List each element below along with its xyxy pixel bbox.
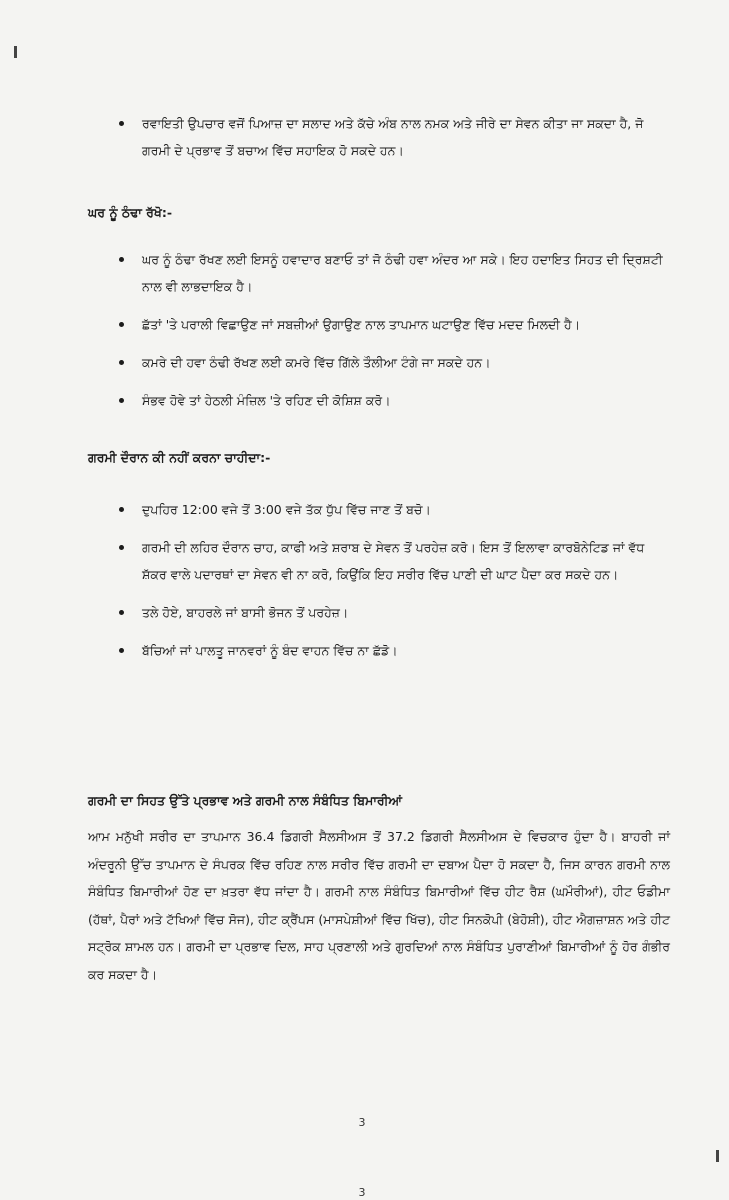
list-item (0, 496, 729, 523)
list-item (0, 311, 729, 338)
page-number: 3 (358, 1116, 366, 1129)
bullet-icon (119, 507, 124, 512)
list-item-text: ਰਵਾਇਤੀ ਉਪਚਾਰ ਵਜੋਂ ਪਿਆਜ਼ ਦਾ ਸਲਾਦ ਅਤੇ ਕੱਚੇ ਅੰਬ ਨਾਲ ਨਮਕ ਅਤੇ ਜੀਰੇ ਦਾ ਸੇਵਨ ਕੀਤਾ ਜਾ ਸਕਦਾ ਹੈ, ਜੋ ਗਰਮੀ ਦੇ ਪ੍ਰਭਾਵ ਤੋਂ ਬਚਾਅ ਵਿੱਚ ਸਹਾਇਕ ਹੋ ਸਕਦੇ ਹਨ। (142, 116, 644, 158)
bullet-icon (119, 545, 124, 550)
scan-edge-mark-top (14, 46, 17, 58)
bullet-icon (119, 360, 124, 365)
bullet-list-top (0, 110, 729, 164)
list-item (0, 349, 729, 376)
bullet-icon (119, 121, 124, 126)
bullet-list-cool-home (0, 246, 729, 414)
bullet-icon (119, 398, 124, 403)
list-item-text: ਦੁਪਹਿਰ 12:00 ਵਜੇ ਤੋਂ 3:00 ਵਜੇ ਤੱਕ ਧੁੱਪ ਵਿੱਚ ਜਾਣ ਤੋਂ ਬਚੋ। (142, 502, 431, 517)
scan-edge-mark-bottom (716, 1150, 719, 1162)
list-item (0, 387, 729, 414)
health-paragraph: ਆਮ ਮਨੁੱਖੀ ਸਰੀਰ ਦਾ ਤਾਪਮਾਨ 36.4 ਡਿਗਰੀ ਸੈਲਸੀਅਸ ਤੋਂ 37.2 ਡਿਗਰੀ ਸੈਲਸੀਅਸ ਦੇ ਵਿਚਕਾਰ ਹੁੰਦਾ ਹੈ। ਬਾਹਰੀ ਜਾਂ ਅੰਦਰੂਨੀ ਉੱਚ ਤਾਪਮਾਨ ਦੇ ਸੰਪਰਕ ਵਿੱਚ ਰਹਿਣ ਨਾਲ ਸਰੀਰ ਵਿੱਚ ਗਰਮੀ ਦਾ ਦਬਾਅ ਪੈਦਾ ਹੋ ਸਕਦਾ ਹੈ, ਜਿਸ ਕਾਰਨ ਗਰਮੀ ਨਾਲ ਸੰਬੰਧਿਤ ਬਿਮਾਰੀਆਂ ਹੋਣ ਦਾ ਖ਼ਤਰਾ ਵੱਧ ਜਾਂਦਾ ਹੈ। ਗਰਮੀ ਨਾਲ ਸੰਬੰਧਿਤ ਬਿਮਾਰੀਆਂ ਵਿੱਚ ਹੀਟ ਰੈਸ਼ (ਘਮੌਰੀਆਂ), ਹੀਟ ਓਡੀਮਾ (ਹੱਥਾਂ, ਪੈਰਾਂ ਅਤੇ ਟੱਖਿਆਂ ਵਿੱਚ ਸੋਜ), ਹੀਟ ਕ੍ਰੈਂਪਸ (ਮਾਸਪੇਸ਼ੀਆਂ ਵਿੱਚ ਖਿੱਚ), ਹੀਟ ਸਿਨਕੋਪੀ (ਬੇਹੋਸ਼ੀ), ਹੀਟ ਐਗਜ਼ਾਸ਼ਨ ਅਤੇ ਹੀਟ ਸਟ੍ਰੋਕ ਸ਼ਾਮਲ ਹਨ। ਗਰਮੀ ਦਾ ਪ੍ਰਭਾਵ ਦਿਲ, ਸਾਹ ਪ੍ਰਣਾਲੀ ਅਤੇ ਗੁਰਦਿਆਂ ਨਾਲ ਸੰਬੰਧਿਤ ਪੁਰਾਣੀਆਂ ਬਿਮਾਰੀਆਂ ਨੂੰ ਹੋਰ ਗੰਭੀਰ ਕਰ ਸਕਦਾ ਹੈ। (88, 829, 670, 982)
list-item-text: ਘਰ ਨੂੰ ਠੰਢਾ ਰੱਖਣ ਲਈ ਇਸਨੂੰ ਹਵਾਦਾਰ ਬਣਾਓ ਤਾਂ ਜੋ ਠੰਢੀ ਹਵਾ ਅੰਦਰ ਆ ਸਕੇ। ਇਹ ਹਦਾਇਤ ਸਿਹਤ ਦੀ ਦ੍ਰਿਸ਼ਟੀ ਨਾਲ ਵੀ ਲਾਭਦਾਇਕ ਹੈ। (142, 252, 663, 294)
list-item-text: ਛੱਤਾਂ 'ਤੇ ਪਰਾਲੀ ਵਿਛਾਉਣ ਜਾਂ ਸਬਜ਼ੀਆਂ ਉਗਾਉਣ ਨਾਲ ਤਾਪਮਾਨ ਘਟਾਉਣ ਵਿੱਚ ਮਦਦ ਮਿਲਦੀ ਹੈ। (142, 317, 581, 332)
list-item (0, 246, 729, 300)
section-heading-health: ਗਰਮੀ ਦਾ ਸਿਹਤ ਉੱਤੇ ਪ੍ਰਭਾਵ ਅਤੇ ਗਰਮੀ ਨਾਲ ਸੰਬੰਧਿਤ ਬਿਮਾਰੀਆਂ (88, 793, 403, 808)
bullet-icon (119, 648, 124, 653)
list-item (0, 534, 729, 588)
list-item (0, 637, 729, 664)
list-item-text: ਕਮਰੇ ਦੀ ਹਵਾ ਠੰਢੀ ਰੱਖਣ ਲਈ ਕਮਰੇ ਵਿੱਚ ਗਿੱਲੇ ਤੌਲੀਆ ਟੰਗੇ ਜਾ ਸਕਦੇ ਹਨ। (142, 355, 491, 370)
list-item-text: ਬੱਚਿਆਂ ਜਾਂ ਪਾਲਤੂ ਜਾਨਵਰਾਂ ਨੂੰ ਬੰਦ ਵਾਹਨ ਵਿੱਚ ਨਾ ਛੱਡੋ। (142, 643, 398, 658)
bullet-list-donts (0, 496, 729, 664)
section-heading-donts: ਗਰਮੀ ਦੌਰਾਨ ਕੀ ਨਹੀਂ ਕਰਨਾ ਚਾਹੀਦਾ:- (88, 450, 271, 465)
list-item-text: ਗਰਮੀ ਦੀ ਲਹਿਰ ਦੌਰਾਨ ਚਾਹ, ਕਾਫੀ ਅਤੇ ਸ਼ਰਾਬ ਦੇ ਸੇਵਨ ਤੋਂ ਪਰਹੇਜ਼ ਕਰੋ। ਇਸ ਤੋਂ ਇਲਾਵਾ ਕਾਰਬੋਨੇਟਿਡ ਜਾਂ ਵੱਧ ਸ਼ੱਕਰ ਵਾਲੇ ਪਦਾਰਥਾਂ ਦਾ ਸੇਵਨ ਵੀ ਨਾ ਕਰੋ, ਕਿਉਂਕਿ ਇਹ ਸਰੀਰ ਵਿੱਚ ਪਾਣੀ ਦੀ ਘਾਟ ਪੈਦਾ ਕਰ ਸਕਦੇ ਹਨ। (142, 540, 645, 582)
page-number-next: 3 (358, 1186, 366, 1199)
bullet-icon (119, 610, 124, 615)
list-item (0, 110, 729, 164)
list-item-text: ਸੰਭਵ ਹੋਵੇ ਤਾਂ ਹੇਠਲੀ ਮੰਜ਼ਿਲ 'ਤੇ ਰਹਿਣ ਦੀ ਕੋਸ਼ਿਸ਼ ਕਰੋ। (142, 393, 391, 408)
bullet-icon (119, 322, 124, 327)
list-item-text: ਤਲੇ ਹੋਏ, ਬਾਹਰਲੇ ਜਾਂ ਬਾਸੀ ਭੋਜਨ ਤੋਂ ਪਰਹੇਜ਼। (142, 605, 349, 620)
bullet-icon (119, 257, 124, 262)
section-heading-cool-home: ਘਰ ਨੂੰ ਠੰਢਾ ਰੱਖੋ:- (88, 205, 173, 220)
list-item (0, 599, 729, 626)
